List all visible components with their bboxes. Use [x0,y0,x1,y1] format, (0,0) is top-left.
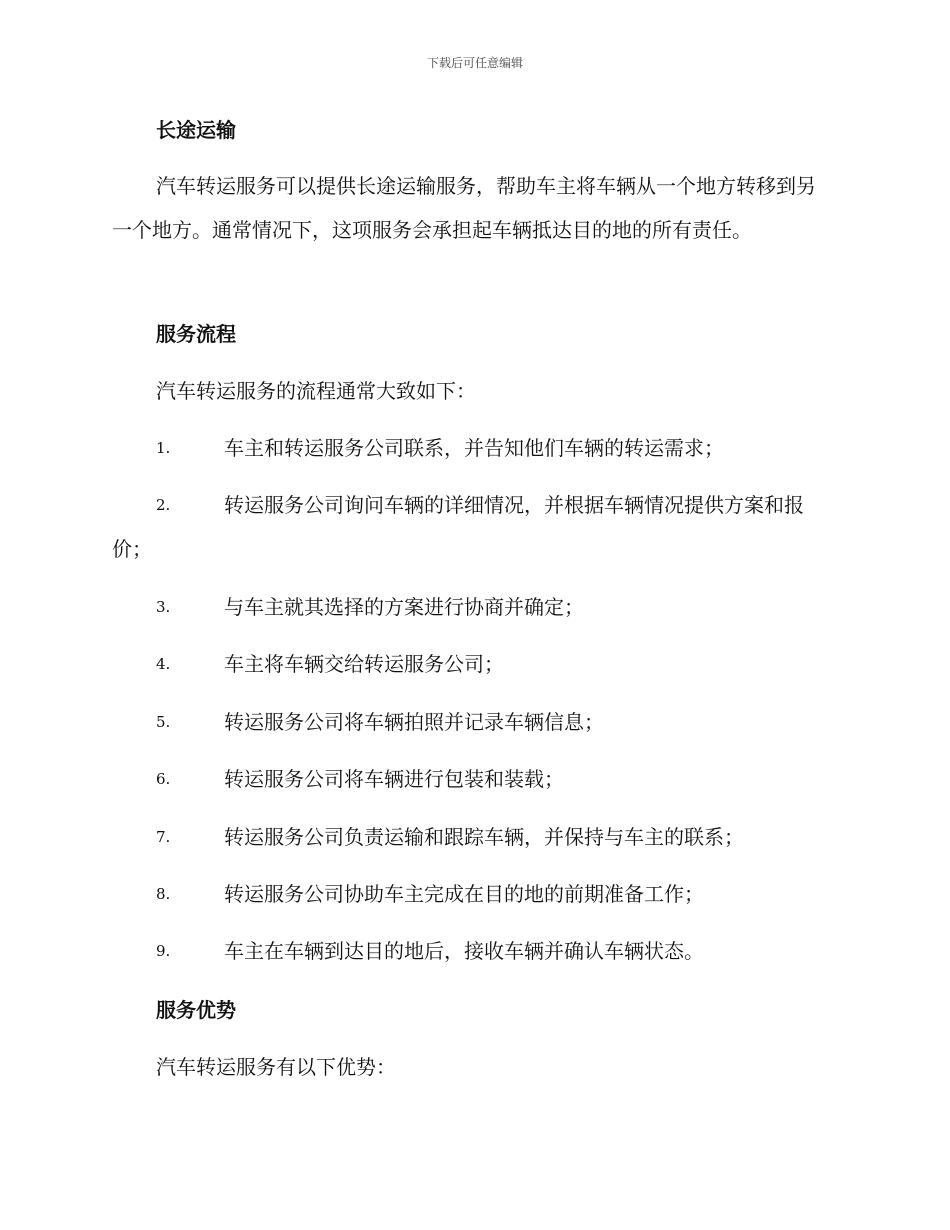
section-heading-process: 服务流程 [156,322,236,346]
process-intro: 汽车转运服务的流程通常大致如下： [156,379,476,403]
list-item [112,757,837,801]
list-item-number: 1. [156,439,171,457]
list-item-number: 6. [156,770,171,788]
list-item [112,700,837,744]
list-item [112,585,837,629]
list-item [112,483,837,571]
list-item-number: 4. [156,655,171,673]
list-item-text: 转运服务公司协助车主完成在目的地的前期准备工作； [224,882,704,906]
list-item-text: 转运服务公司将车辆拍照并记录车辆信息； [224,710,604,734]
list-item-text: 转运服务公司负责运输和跟踪车辆，并保持与车主的联系； [224,825,744,849]
list-item-number: 7. [156,828,171,846]
list-item-text: 车主将车辆交给转运服务公司； [224,652,504,676]
list-item-text: 转运服务公司将车辆进行包装和装载； [224,767,564,791]
advantages-intro: 汽车转运服务有以下优势： [156,1055,396,1079]
list-item-number: 8. [156,885,171,903]
list-item-number: 3. [156,598,171,616]
page-header: 下载后可任意编辑 [426,56,523,70]
list-item [112,815,837,859]
list-item [112,642,837,686]
list-item [112,872,837,916]
list-item-text: 车主和转运服务公司联系，并告知他们车辆的转运需求； [224,436,724,460]
section-heading-advantages: 服务优势 [156,998,236,1022]
list-item-number: 9. [156,942,171,960]
list-item [112,929,837,973]
list-item-text: 转运服务公司询问车辆的详细情况，并根据车辆情况提供方案和报价； [112,493,804,561]
list-item-text: 与车主就其选择的方案进行协商并确定； [224,595,584,619]
list-item-number: 5. [156,713,171,731]
list-item-number: 2. [156,496,171,514]
list-item [112,426,837,470]
section-body-long-distance: 汽车转运服务可以提供长途运输服务，帮助车主将车辆从一个地方转移到另一个地方。通常情况下，这项服务会承担起车辆抵达目的地的所有责任。 [112,174,816,242]
list-item-text: 车主在车辆到达目的地后，接收车辆并确认车辆状态。 [224,939,704,963]
section-heading-long-distance: 长途运输 [156,118,236,142]
